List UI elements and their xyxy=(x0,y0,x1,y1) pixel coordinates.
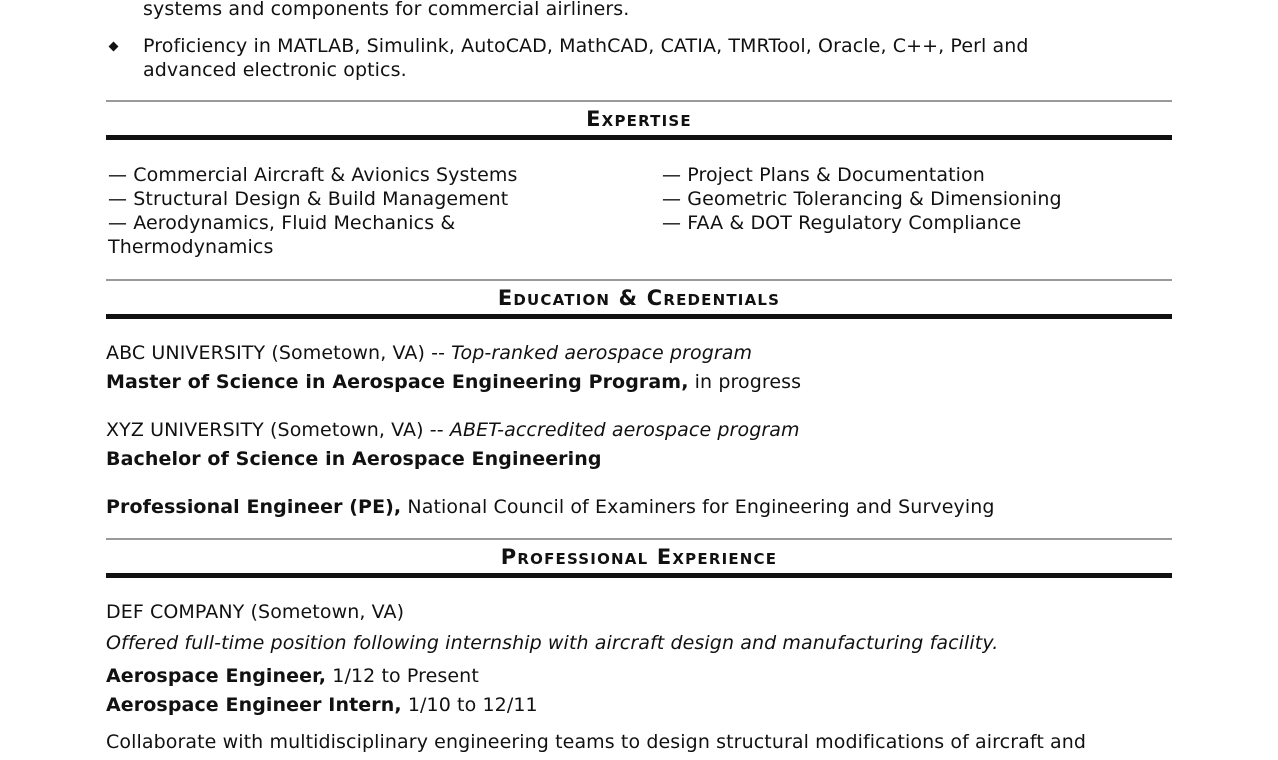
summary-line-partial: systems and components for commercial airliners. xyxy=(143,0,630,20)
summary-bullet-line1: Proficiency in MATLAB, Simulink, AutoCAD, MathCAD, CATIA, TMRTool, Oracle, C++, Perl and xyxy=(143,35,1029,57)
experience-heading: Professional Experience xyxy=(500,545,778,569)
expertise-item-continued: Thermodynamics xyxy=(108,236,274,258)
expertise-item: — Aerodynamics, Fluid Mechanics & xyxy=(108,212,456,234)
expertise-item: — FAA & DOT Regulatory Compliance xyxy=(662,212,1022,234)
role-dates: 1/10 to 12/11 xyxy=(401,694,538,716)
section-divider-thin xyxy=(106,279,1172,281)
bullet-icon xyxy=(109,42,119,52)
school-name: ABC UNIVERSITY (Sometown, VA) -- xyxy=(106,342,452,364)
education-heading: Education & Credentials xyxy=(497,286,781,310)
section-divider-thin xyxy=(106,100,1172,102)
expertise-item: — Geometric Tolerancing & Dimensioning xyxy=(662,188,1062,210)
school-line xyxy=(106,341,752,365)
section-divider-thick xyxy=(106,135,1172,140)
degree-title: Bachelor of Science in Aerospace Engineering xyxy=(106,448,602,470)
section-divider-thin xyxy=(106,538,1172,540)
school-line xyxy=(106,418,800,442)
expertise-item: — Project Plans & Documentation xyxy=(662,164,985,186)
role-line xyxy=(106,664,479,688)
school-note: ABET-accredited aerospace program xyxy=(449,419,800,441)
school-note: Top-ranked aerospace program xyxy=(451,342,753,364)
role-description: Collaborate with multidisciplinary engineering teams to design structural modifications of aircraft and xyxy=(106,731,1087,753)
section-divider-thick xyxy=(106,573,1172,578)
role-line xyxy=(106,693,538,717)
credential-issuer: National Council of Examiners for Engineering and Surveying xyxy=(401,496,995,518)
role-title: Aerospace Engineer, xyxy=(106,665,327,687)
section-divider-thick xyxy=(106,314,1172,319)
degree-title: Master of Science in Aerospace Engineering Program, xyxy=(106,371,689,393)
company-name: DEF COMPANY (Sometown, VA) xyxy=(106,601,405,623)
credential-line xyxy=(106,495,995,519)
summary-bullet-line2: advanced electronic optics. xyxy=(143,59,407,81)
degree-status: in progress xyxy=(688,371,802,393)
role-title: Aerospace Engineer Intern, xyxy=(106,694,402,716)
credential-title: Professional Engineer (PE), xyxy=(106,496,402,518)
company-note: Offered full-time position following internship with aircraft design and manufacturing facility. xyxy=(106,632,999,654)
school-name: XYZ UNIVERSITY (Sometown, VA) -- xyxy=(106,419,450,441)
expertise-heading: Expertise xyxy=(586,107,692,131)
expertise-item: — Commercial Aircraft & Avionics Systems xyxy=(108,164,518,186)
role-dates: 1/12 to Present xyxy=(326,665,479,687)
expertise-item: — Structural Design & Build Management xyxy=(108,188,509,210)
degree-line xyxy=(106,370,801,394)
